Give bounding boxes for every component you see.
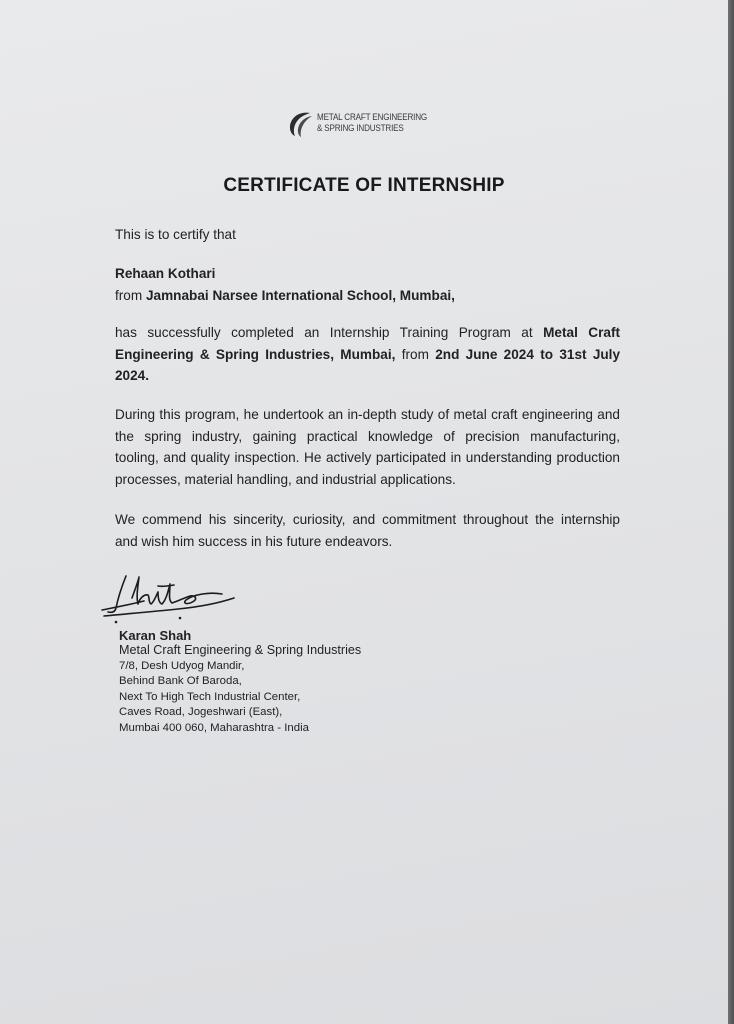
address-line-3: Next To High Tech Industrial Center,	[119, 690, 301, 703]
completion-line-1	[115, 322, 620, 344]
completion-text-2: from	[401, 346, 429, 362]
internship-dates-1: 2nd June 2024 to 31st July	[435, 346, 621, 362]
program-line-3: tooling, and quality inspection. He actively participated in understanding production	[115, 450, 620, 465]
handwritten-signature	[98, 568, 248, 628]
signatory-block	[119, 628, 361, 736]
commendation-line-2: and wish him success in his future endeavors.	[115, 533, 393, 549]
letterhead	[286, 108, 439, 138]
signatory-name: Karan Shah	[119, 628, 192, 643]
address-line-2: Behind Bank Of Baroda,	[119, 675, 242, 688]
company-name-line2: & SPRING INDUSTRIES	[317, 123, 404, 133]
recipient-name: Rehaan Kothari	[115, 266, 216, 281]
intro-text: This is to certify that	[115, 227, 236, 242]
spring-swoosh-logo-icon	[286, 108, 314, 138]
from-prefix: from	[115, 287, 143, 303]
company-name-line1: METAL CRAFT ENGINEERING	[317, 112, 428, 122]
program-paragraph	[115, 404, 620, 490]
address-line-5: Mumbai 400 060, Maharashtra - India	[119, 721, 309, 734]
recipient-block	[115, 263, 620, 306]
address-line-4: Caves Road, Jogeshwari (East),	[119, 706, 283, 719]
page-edge-shadow	[728, 0, 734, 1024]
completion-line-2	[115, 344, 620, 366]
program-line-4: processes, material handling, and industrial applications.	[115, 471, 456, 487]
program-line-2: the spring industry, gaining practical knowledge of precision manufacturing,	[115, 428, 620, 444]
certificate-title: CERTIFICATE OF INTERNSHIP	[223, 175, 505, 196]
company-name-bold-1: Metal Craft	[543, 325, 621, 340]
recipient-school-line	[115, 285, 620, 307]
recipient-school: Jamnabai Narsee International School, Mumbai,	[145, 287, 455, 303]
completion-text-1: has successfully completed an Internship Training Program at	[115, 325, 533, 340]
program-line-1: During this program, he undertook an in-depth study of metal craft engineering and	[115, 407, 620, 422]
internship-dates-2: 2024.	[115, 368, 150, 383]
commendation-line-1: We commend his sincerity, curiosity, and commitment throughout the internship	[115, 512, 620, 527]
commendation-paragraph	[115, 509, 620, 552]
company-name-bold-2: Engineering & Spring Industries, Mumbai,	[115, 346, 396, 362]
letterhead-company-name	[317, 112, 427, 134]
address-line-1: 7/8, Desh Udyog Mandir,	[119, 659, 245, 672]
signatory-company: Metal Craft Engineering & Spring Industries	[119, 643, 362, 658]
completion-paragraph	[115, 322, 620, 387]
completion-line-3	[115, 365, 620, 387]
